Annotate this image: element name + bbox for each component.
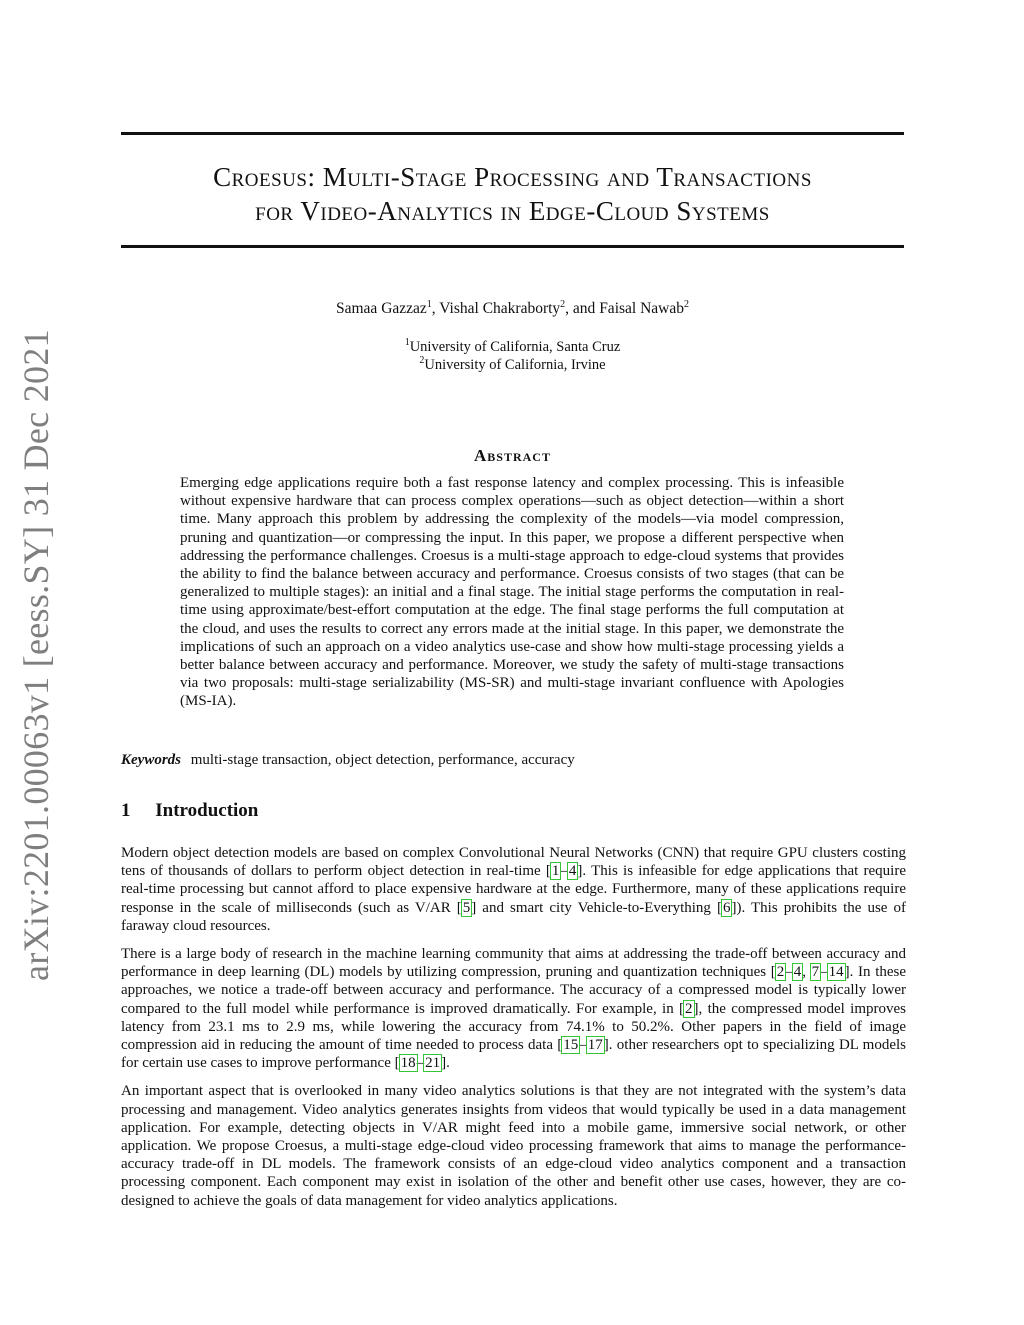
paragraph-text: ]. In these approaches, we notice a trade-off between accuracy and performance. The accuracy of a compressed model is typically lower compared to the full model while performance is improved dramatically. For example, in [ <box>121 964 907 1017</box>
title-rule-bottom <box>121 245 904 248</box>
citation-link[interactable]: 14 <box>828 964 844 981</box>
keywords-label: Keywords <box>121 752 181 768</box>
paragraph-text: – <box>579 1037 587 1054</box>
citation-link[interactable]: 1 <box>551 863 560 880</box>
section-number: 1 <box>121 800 131 821</box>
paragraph-text: ]. This is infeasible for edge applications that require real-time processing but cannot afford to place expensive hardware at the edge. Furthermore, many of these applications require response in the scale of milliseconds (such as V/AR [ <box>121 863 906 916</box>
citation-link[interactable]: 4 <box>568 863 577 880</box>
paragraph <box>121 844 906 935</box>
paper-title-line-1: Croesus: Multi-Stage Processing and Transactions <box>213 162 812 192</box>
citation-link[interactable]: 18 <box>400 1055 416 1072</box>
paragraph <box>121 1082 906 1209</box>
paragraph-text: ]. <box>441 1055 450 1072</box>
citation-link[interactable]: 2 <box>776 964 785 981</box>
citation-link[interactable]: 15 <box>563 1037 579 1054</box>
keywords-text: multi-stage transaction, object detection, performance, accuracy <box>190 752 575 768</box>
author: Samaa Gazzaz$^1$, <box>336 298 440 317</box>
citation-link[interactable]: 2 <box>685 1000 693 1017</box>
citation-link[interactable]: 7 <box>811 964 820 981</box>
citation-link[interactable]: 21 <box>425 1055 441 1072</box>
author: Faisal Nawab$^2$ <box>599 298 689 317</box>
citation-link[interactable]: 4 <box>793 964 802 981</box>
affiliation: $^1$University of California, Santa Cruz <box>404 337 621 355</box>
section-heading-introduction <box>121 800 258 822</box>
author: Vishal Chakraborty$^2$, and <box>439 298 600 317</box>
section-title: Introduction <box>155 800 259 821</box>
citation-link[interactable]: 6 <box>722 899 731 916</box>
keywords <box>121 752 904 769</box>
affiliation: $^2$University of California, Irvine <box>419 355 606 373</box>
paragraph-text: ]. other researchers opt to specializing DL models for certain use cases to improve performance [ <box>121 1037 906 1072</box>
arxiv-stamp-text: arXiv:2201.00063v1 [eess.SY] 31 Dec 2021 <box>16 329 56 981</box>
paragraph-text: – <box>560 863 568 880</box>
paragraph-text: Modern object detection models are based on complex Convolutional Neural Networks (CNN) that require GPU clusters costing tens of thousands of dollars to perform object detection in real-time [ <box>121 845 906 880</box>
abstract-heading: Abstract <box>474 446 551 465</box>
paragraph-text: There is a large body of research in the machine learning community that aims at addressing the trade-off between accuracy and performance in deep learning (DL) models by utilizing compression, pruning and quantization techniques [ <box>121 946 906 981</box>
title-rule-top <box>121 132 904 135</box>
paragraph-text: ], the compressed model improves latency from 23.1 ms to 2.9 ms, while lowering the accuracy from 74.1% to 50.2%. Other papers in the field of image compression aid in reducing the amount of time needed to process data [ <box>121 1000 906 1054</box>
paper-title <box>121 160 904 228</box>
abstract-text: Emerging edge applications require both a fast response latency and complex processing. This is infeasible without expensive hardware that can process complex operations—such as object detection—within a short time. Many approach this problem by addressing the complexity of the models—via model compression, pruning and quantization—or compressing the input. In this paper, we propose a different perspective when addressing the performance challenges. Croesus is a multi-stage approach to edge-cloud systems that provides the ability to find the balance between accuracy and performance. Croesus consists of two stages (that can be generalized to multiple stages): an initial and a final stage. The initial stage performs the computation in real-time using approximate/best-effort computation at the edge. The final stage performs the full computation at the cloud, and uses the results to correct any errors made at the initial stage. In this paper, we demonstrate the implications of such an approach on a video analytics use-case and show how multi-stage processing yields a better balance between accuracy and performance. Moreover, we study the safety of multi-stage transactions via two proposals: multi-stage serializability (MS-SR) and multi-stage invariant confluence with Apologies (MS-IA). <box>180 475 844 710</box>
citation-link[interactable]: 17 <box>587 1037 603 1054</box>
affiliation-list <box>121 338 904 374</box>
introduction-body <box>121 844 906 1220</box>
paragraph-text: – <box>820 964 828 981</box>
paragraph-text: ] and smart city Vehicle-to-Everything [ <box>471 899 722 916</box>
author-list <box>121 300 904 318</box>
paragraph-text: , <box>802 964 811 981</box>
paragraph-text: ]). This prohibits the use of faraway cloud resources. <box>121 899 906 934</box>
paragraph-text: – <box>785 964 793 981</box>
paragraph-text: – <box>416 1055 425 1072</box>
arxiv-stamp <box>6 329 66 981</box>
paper-title-line-2: for Video-Analytics in Edge-Cloud Systems <box>255 196 770 226</box>
paragraph-text: An important aspect that is overlooked in many video analytics solutions is that they are not integrated with the system’s data processing and management. Video analytics generates insights from videos that would typically be used in a data management application. For example, detecting objects in V/AR might feed into a mobile game, immersive social network, or other application. We propose Croesus, a multi-stage edge-cloud video processing framework that aims to manage the performance-accuracy trade-off in DL models. The framework consists of an edge-cloud video analytics component and a transaction processing component. Each component may exist in isolation of the other and benefit other use cases, however, they are co-designed to achieve the goals of data management for video analytics applications. <box>121 1083 906 1209</box>
paragraph <box>121 945 906 1072</box>
citation-link[interactable]: 5 <box>462 899 471 916</box>
